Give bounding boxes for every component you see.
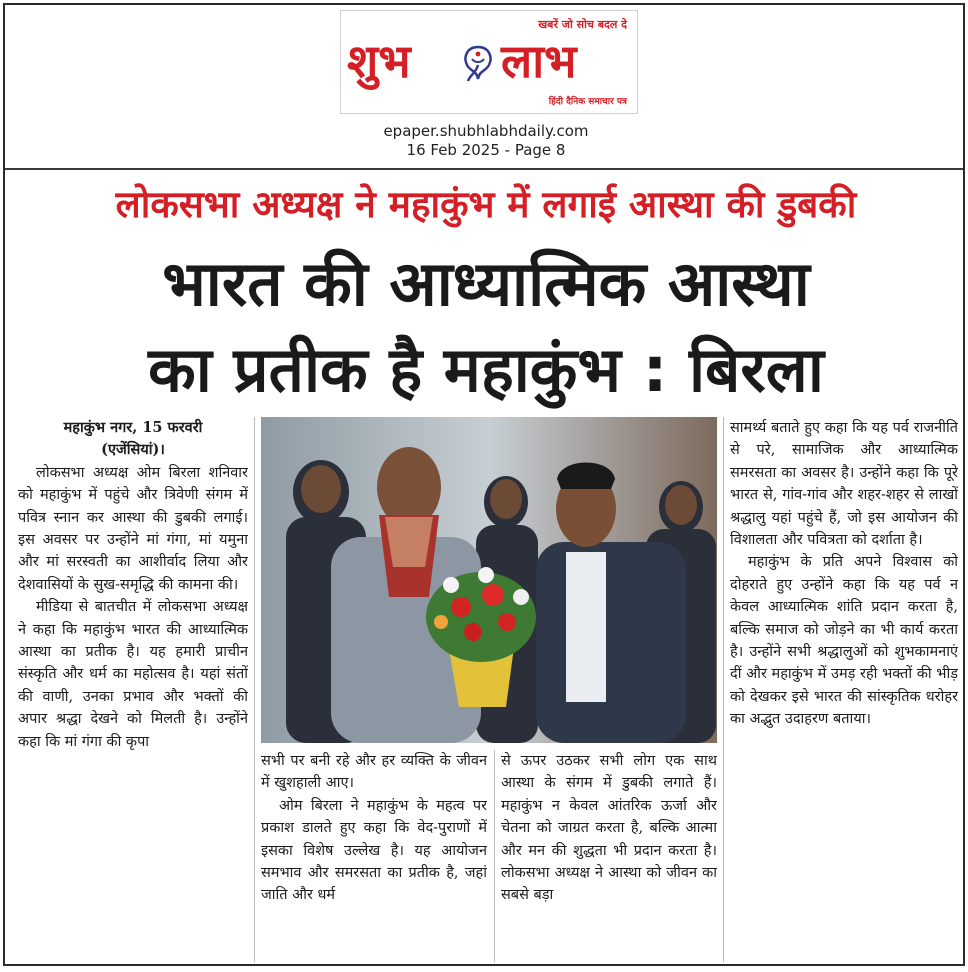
edition-date-page: 16 Feb 2025 - Page 8 bbox=[406, 141, 566, 159]
epaper-url: epaper.shubhlabhdaily.com bbox=[383, 122, 589, 140]
article-kicker: लोकसभा अध्यक्ष ने महाकुंभ में लगाई आस्था की डुबकी bbox=[115, 183, 857, 226]
newspaper-page bbox=[3, 3, 965, 966]
body-paragraph: महाकुंभ के प्रति अपने विश्वास को दोहराते हुए उन्होंने कहा कि यह पर्व न केवल आध्यात्मिक शांति प्रदान करता है, बल्कि समाज को जोड़ने का भी कार्य करता है। उन्होंने सभी श्रद्धालुओं को शुभकामनाएं दीं और महाकुंभ में उमड़ रही भक्तों की भीड़ को देखकर इसे भारत की सांस्कृतिक धरोहर का अद्भुत उदाहरण बताया। bbox=[730, 554, 958, 728]
logo-word-shubh: शुभ bbox=[347, 34, 411, 88]
column-divider bbox=[494, 750, 495, 962]
man-dark-jacket bbox=[536, 542, 686, 743]
article-column-4 bbox=[730, 417, 958, 962]
edition-info bbox=[5, 122, 965, 160]
article-column-3 bbox=[501, 750, 717, 962]
article-column-2 bbox=[261, 750, 487, 962]
column-divider bbox=[254, 417, 255, 962]
dateline-agency: (एजेंसियां)। bbox=[101, 441, 165, 459]
body-paragraph: लोकसभा अध्यक्ष ओम बिरला शनिवार को महाकुंभ में पहुंचे और त्रिवेणी संगम में पवित्र स्नान कर आस्था की डुबकी लगाई। इस अवसर पर उन्होंने मां गंगा, मां यमुना और मां सरस्वती का आशीर्वाद लिया और देशवासियों के सुख-समृद्धि की कामना की। bbox=[18, 464, 248, 593]
logo-word-labh: लाभ bbox=[501, 34, 577, 88]
masthead-subtitle: हिंदी दैनिक समाचार पत्र bbox=[548, 97, 627, 107]
body-paragraph: सभी पर बनी रहे और हर व्यक्ति के जीवन में खुशहाली आए। bbox=[261, 753, 487, 792]
body-paragraph: से ऊपर उठकर सभी लोग एक साथ आस्था के संगम में डुबकी लगाते हैं। महाकुंभ न केवल आंतरिक ऊर्जा और चेतना को जाग्रत करता है, बल्कि आत्मा और मन की शुद्धता भी प्रदान करता है। लोकसभा अध्यक्ष ने आस्था को जीवन का सबसे बड़ा bbox=[501, 753, 717, 904]
body-paragraph: ओम बिरला ने महाकुंभ के महत्व पर प्रकाश डालते हुए कहा कि वेद-पुराणों में इसका विशेष उल्लेख है। यह आयोजन समभाव और समरसता का प्रतीक है, जहां जाति और धर्म bbox=[261, 797, 487, 904]
masthead-divider bbox=[5, 168, 965, 170]
masthead-tagline: खबरें जो सोच बदल दे bbox=[538, 18, 627, 31]
photo-illustration bbox=[261, 417, 717, 743]
dateline-place: महाकुंभ नगर, 15 फरवरी bbox=[63, 419, 203, 436]
article-headline-line1: भारत की आध्यात्मिक आस्था bbox=[162, 247, 810, 320]
ganesha-emblem-icon bbox=[455, 41, 501, 87]
article-column-1 bbox=[18, 417, 248, 962]
news-photo bbox=[261, 417, 717, 743]
column-divider bbox=[723, 417, 724, 962]
body-paragraph: सामर्थ्य बताते हुए कहा कि यह पर्व राजनीति से परे, सामाजिक और आध्यात्मिक समरसता का अवसर है। उन्होंने कहा कि पूरे भारत से, गांव-गांव और शहर-शहर से लाखों श्रद्धालु यहां पहुंचे हैं, जो इस आयोजन की विशालता और पवित्रता को दर्शाता है। bbox=[730, 420, 958, 549]
masthead-logo bbox=[340, 10, 638, 114]
body-paragraph: मीडिया से बातचीत में लोकसभा अध्यक्ष ने कहा कि महाकुंभ भारत की आध्यात्मिक आस्था का प्रतीक है। यह हमारी प्राचीन संस्कृति और धर्म का महोत्सव है। यहां संतों की वाणी, उनका प्रभाव और भक्तों की अपार श्रद्धा देखने को मिलती है। उन्होंने कहा कि मां गंगा की कृपा bbox=[18, 599, 248, 750]
article-headline-line2: का प्रतीक है महाकुंभ : बिरला bbox=[148, 333, 824, 406]
